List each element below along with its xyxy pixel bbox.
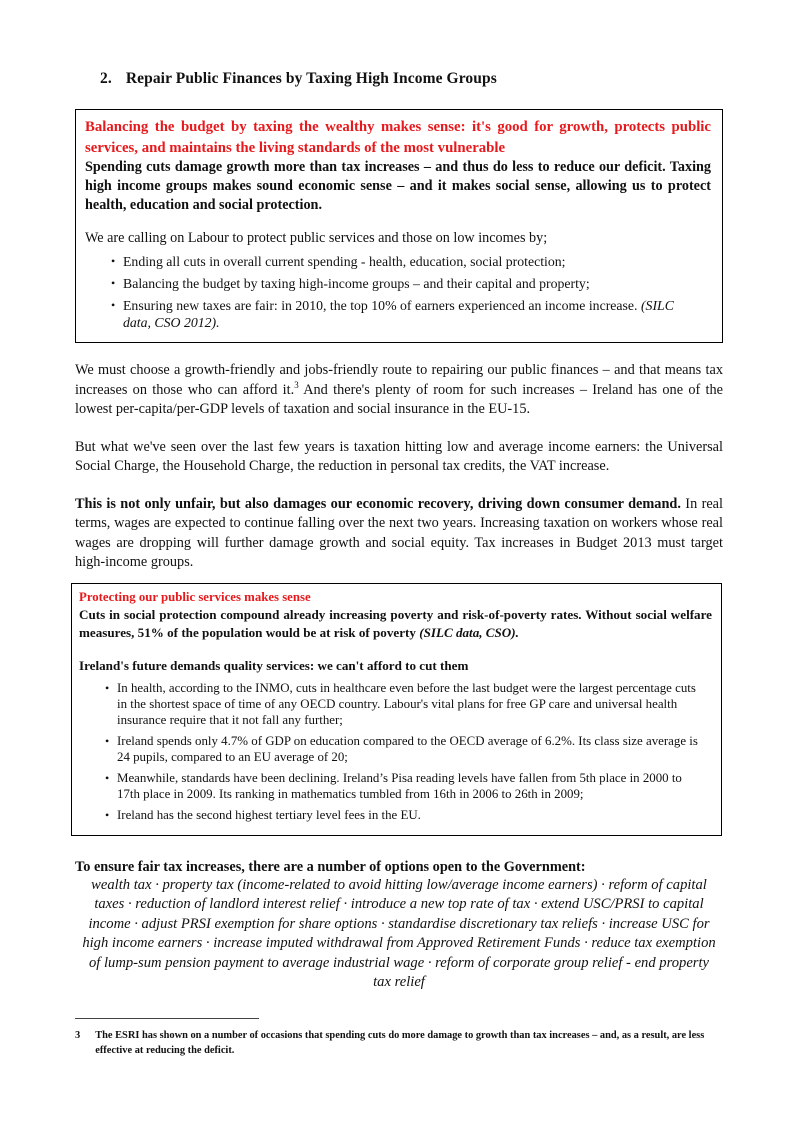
box1-lead-paragraph: Spending cuts damage growth more than tax increases – and thus do less to reduce our deficit. Taxing high income groups makes sound economic sense – and it makes social sense, allowing us to protect health, education and social protection.: [85, 159, 711, 213]
section-heading: [100, 70, 723, 88]
paragraph-text: In real terms, wages are expected to continue falling over the next two years. Increasing taxation on workers whose real wages are dropping will further damage growth and social equity. Tax increases in Budget 2013 must target high-income groups.: [75, 495, 724, 570]
list-item-text: [123, 297, 711, 331]
box2-title: Protecting our public services makes sense: [79, 589, 311, 604]
list-item: [85, 253, 711, 270]
footnote: [75, 1029, 725, 1058]
bullet-icon: •: [105, 807, 110, 822]
footnote-block: [75, 1018, 725, 1058]
body-paragraph-3: [75, 495, 723, 573]
highlight-box-public-services: [71, 583, 722, 836]
box1-title: Balancing the budget by taxing the wealthy makes sense: it's good for growth, protects public services, and maintains the living standards of the most vulnerable: [85, 119, 711, 156]
list-item: [79, 770, 712, 802]
list-item: [85, 297, 711, 331]
body-paragraph-2: But what we've seen over the last few years is taxation hitting low and average income earners: the Universal Social Charge, the Household Charge, the reduction in personal tax credits, the VAT increase.: [75, 438, 723, 474]
list-item-text: Ending all cuts in overall current spending - health, education, social protection;: [123, 254, 566, 269]
bullet-icon: •: [105, 733, 110, 748]
list-item-text: In health, according to the INMO, cuts in healthcare even before the last budget were the largest percentage cuts in the shortest space of time of any OECD country. Labour's vital plans for free GP care and universal health insurance require that it not fall any further;: [117, 680, 696, 727]
options-list: wealth tax · property tax (income-related to avoid hitting low/average income earners) · reform of capital taxes · reduction of landlord interest relief · introduce a new top rate of tax · extend USC/PRSI to capital income · adjust PRSI exemption for share options · standardise discretionary tax reliefs · increase USC for high income earners · increase imputed withdrawal from Approved Retirement Funds · reduce tax exemption of lump-sum pension payment to average industrial wage · reform of corporate group relief - end property tax relief: [82, 876, 716, 990]
options-intro: To ensure fair tax increases, there are a number of options open to the Government:: [75, 858, 586, 875]
bullet-icon: •: [105, 680, 110, 695]
lead-bold-text: Cuts in social protection compound already increasing poverty and risk-of-poverty rates. Without social welfare measures, 51% of the population would be at risk of poverty: [79, 607, 712, 640]
lead-citation: (SILC data, CSO).: [419, 624, 519, 640]
bullet-icon: •: [105, 770, 110, 785]
footnote-divider: [75, 1018, 259, 1019]
bullet-icon: •: [111, 276, 116, 290]
list-item-text: Balancing the budget by taxing high-income groups – and their capital and property;: [123, 276, 590, 291]
section-title: Repair Public Finances by Taxing High Income Groups: [125, 70, 497, 87]
body-paragraph-1: [75, 361, 723, 420]
box1-bullet-list: [85, 253, 711, 331]
paragraph-bold-lead: This is not only unfair, but also damages our economic recovery, driving down consumer demand.: [75, 495, 681, 512]
bullet-icon: •: [111, 298, 116, 312]
box2-subtitle: Ireland's future demands quality services: we can't afford to cut them: [79, 658, 469, 673]
bullet-icon: •: [111, 254, 116, 268]
section-number: 2.: [100, 70, 112, 87]
list-item: [79, 807, 712, 823]
box2-lead-paragraph: [79, 606, 712, 641]
list-item-text: Ireland spends only 4.7% of GDP on education compared to the OECD average of 6.2%. Its class size average is 24 pupils, compared to an EU average of 20;: [117, 733, 698, 764]
list-item: [79, 680, 712, 728]
paragraph-text: And there's plenty of room for such increases – Ireland has one of the lowest per-capita/per-GDP levels of taxation and social insurance in the EU-15.: [75, 381, 723, 417]
footnote-text: The ESRI has shown on a number of occasions that spending cuts do more damage to growth than tax increases – and, as a result, are less effective at reducing the deficit.: [95, 1030, 705, 1056]
box2-bullet-list: [79, 680, 712, 823]
footnote-number: 3: [75, 1030, 81, 1041]
list-item-main: Ensuring new taxes are fair: in 2010, the top 10% of earners experienced an income increase.: [123, 298, 641, 313]
highlight-box-taxing-wealthy: [75, 109, 723, 343]
list-item: [79, 733, 712, 765]
box1-intro: We are calling on Labour to protect public services and those on low incomes by;: [85, 230, 548, 246]
list-item-citation: (SILC data, CSO 2012).: [123, 298, 674, 330]
list-item-text: Ireland has the second highest tertiary level fees in the EU.: [117, 807, 421, 822]
list-item-text: Meanwhile, standards have been declining. Ireland’s Pisa reading levels have fallen from 5th place in 2000 to 17th place in 2009. Its ranking in mathematics tumbled from 16th in 2006 to 26th in 2009;: [117, 770, 682, 801]
list-item: [85, 275, 711, 292]
paragraph-text: We must choose a growth-friendly and jobs-friendly route to repairing our public finances – and that means tax increases on those who can afford it.: [75, 362, 723, 398]
footnote-reference: 3: [294, 379, 299, 390]
